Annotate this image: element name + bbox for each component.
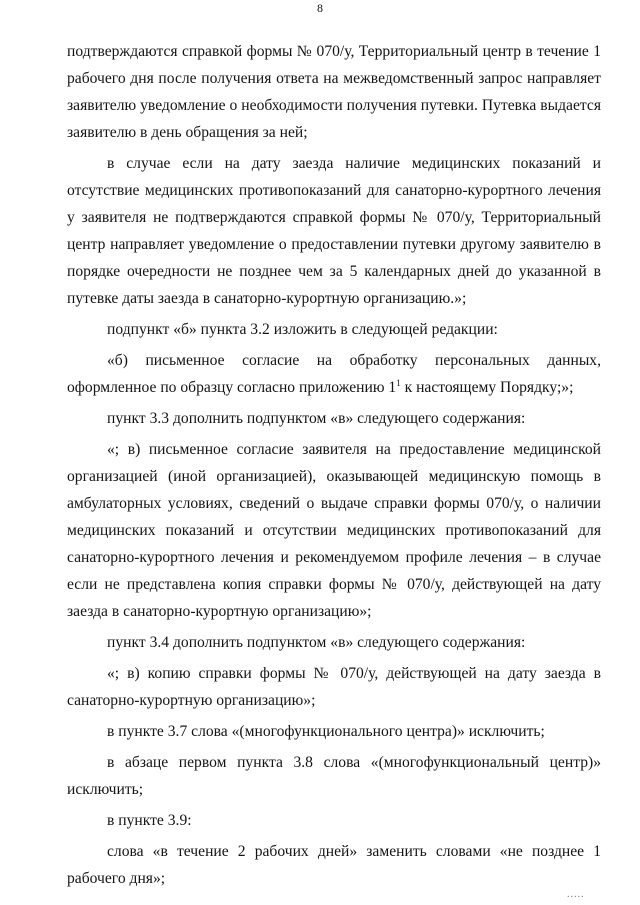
paragraph-subpoint-b-text-end: к настоящему Порядку;»;	[400, 379, 574, 396]
document-body	[67, 38, 601, 896]
paragraph-point-3-4-intro: пункт 3.4 дополнить подпунктом «в» следующего содержания:	[107, 634, 526, 651]
paragraph-subpoint-b-text-main: «б) письменное согласие на обработку персональных данных, оформленное по образцу согласно приложению 1	[67, 352, 601, 396]
paragraph-point-3-7: в пункте 3.7 слова «(многофункционального центра)» исключить;	[107, 723, 545, 740]
paragraph-point-3-9-text: слова «в течение 2 рабочих дней» заменить словами «не позднее 1 рабочего дня»;	[67, 843, 601, 887]
paragraph-point-3-3-text: «; в) письменное согласие заявителя на предоставление медицинской организацией (иной организацией), оказывающей медицинскую помощь в амбулаторных условиях, сведений о выдаче справки формы 070/у, о наличии медицинских показаний и отсутствии медицинских противопоказаний для санаторно-курортного лечения и рекомендуемом профиле лечения – в случае если не представлена копия справки формы № 070/у, действующей на дату заезда в санаторно-курортную организацию»;	[67, 441, 601, 620]
paragraph-point-3-4-text: «; в) копию справки формы № 070/у, действующей на дату заезда в санаторно-курортную организацию»;	[67, 665, 601, 709]
paragraph-point-3-3-intro: пункт 3.3 дополнить подпунктом «в» следующего содержания:	[107, 410, 526, 427]
page-number: 8	[317, 1, 323, 15]
paragraph-subpoint-b-text	[67, 347, 601, 401]
scan-mark: .....	[567, 889, 585, 900]
paragraph-point-3-9-intro: в пункте 3.9:	[107, 812, 192, 829]
appendix-superscript: 1	[396, 378, 401, 388]
paragraph-continuation: подтверждаются справкой формы № 070/у, Территориальный центр в течение 1 рабочего дня после получения ответа на межведомственный запрос направляет заявителю уведомление о необходимости получения путевки. Путевка выдается заявителю в день обращения за ней;	[67, 43, 601, 141]
paragraph-refusal-notice: в случае если на дату заезда наличие медицинских показаний и отсутствие медицинских противопоказаний для санаторно-курортного лечения у заявителя не подтверждаются справкой формы № 070/у, Территориальный центр направляет уведомление о предоставлении путевки другому заявителю в порядке очередности не позднее чем за 5 календарных дней до указанной в путевке даты заезда в санаторно-курортную организацию.»;	[67, 155, 601, 307]
paragraph-subpoint-b-intro: подпункт «б» пункта 3.2 изложить в следующей редакции:	[107, 321, 498, 338]
paragraph-point-3-8: в абзаце первом пункта 3.8 слова «(многофункциональный центр)» исключить;	[67, 754, 601, 798]
